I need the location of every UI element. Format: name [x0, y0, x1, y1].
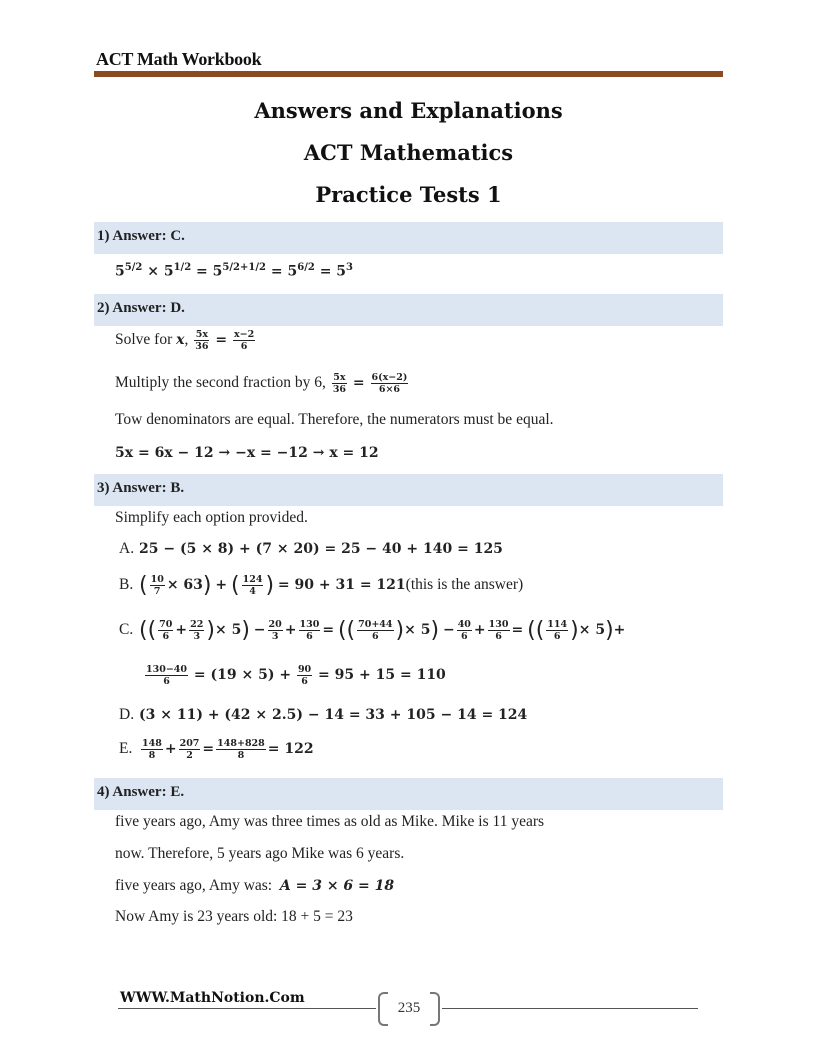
fraction: $\frac{5x}{36}$ [195, 329, 209, 352]
q2-line-3: Tow denominators are equal. Therefore, the numerators must be equal. [115, 411, 554, 428]
q3-option-b: B. ( $\frac{10}{7}$ × 63) + ( $\frac{124}{4}$ ) = 90 + 31 = 121(this is the answer) [119, 573, 524, 598]
question-label: 4) Answer: E. [97, 784, 185, 800]
bracket-left-icon [378, 992, 388, 1026]
fraction: $\frac{6(x-2)}{6\times 6}$ [371, 372, 408, 395]
question-bar-1 [94, 222, 723, 254]
footer-rule-right [442, 1008, 698, 1009]
q2-line-2: Multiply the second fraction by 6, $\frac{5x}{36}$ = $\frac{6(x-2)}{6\times 6}$ [115, 372, 408, 395]
header-rule [94, 71, 723, 77]
question-label: 1) Answer: C. [97, 228, 185, 244]
q3-option-c: C. (( $\frac{70}{6}$ + $\frac{22}{3}$ )× 5) − $\frac{20}{3}$ + $\frac{130}{6}$ = (( $\frac{70+44}{6}$ )× 5) − $\frac{40}{6}$ + $\frac{130}{6}$ = (( $\frac{114}{6}$ )× 5)+ [119, 618, 626, 643]
question-bar-3 [94, 474, 723, 506]
q3-option-e: E. $\frac{148}{8}$ + $\frac{207}{2}$ = $\frac{148+828}{8}$ = 122 [119, 738, 314, 761]
q1-equation: $5^{5/2} \times 5^{1/2} = 5^{5/2+1/2} = 5^{6/2} = 5^3$ [115, 262, 354, 280]
q3-option-c-cont: $\frac{130-40}{6}$ = (19 × 5) + $\frac{90}{6}$ = 95 + 15 = 110 [146, 664, 446, 687]
q3-option-a: A. 25 − (5 × 8) + (7 × 20) = 25 − 40 + 140 = 125 [119, 540, 503, 557]
page-subtitle-2: Practice Tests 1 [315, 182, 502, 207]
q3-intro: Simplify each option provided. [115, 509, 308, 526]
question-bar-4 [94, 778, 723, 810]
q2-line-4: 5x = 6x − 12 → −x = −12 → x = 12 [115, 445, 379, 461]
fraction: $\frac{x-2}{6}$ [233, 329, 255, 352]
question-label: 3) Answer: B. [97, 480, 185, 496]
page-number: 235 [378, 992, 440, 1024]
footer-rule-left [118, 1008, 376, 1009]
running-head: ACT Math Workbook [96, 49, 262, 69]
q4-line-4: Now Amy is 23 years old: 18 + 5 = 23 [115, 908, 353, 925]
question-bar-2 [94, 294, 723, 326]
q2-line-1: Solve for x, $\frac{5x}{36}$ = $\frac{x-2}{6}$ [115, 329, 255, 352]
q4-line-2: now. Therefore, 5 years ago Mike was 6 years. [115, 845, 405, 862]
q4-line-1: five years ago, Amy was three times as old as Mike. Mike is 11 years [115, 813, 545, 830]
page-title: Answers and Explanations [254, 98, 563, 123]
bracket-right-icon [430, 992, 440, 1026]
footer-website: WWW.MathNotion.Com [120, 990, 305, 1006]
question-label: 2) Answer: D. [97, 300, 185, 316]
fraction: $\frac{5x}{36}$ [332, 372, 347, 395]
q3-option-d: D. (3 × 11) + (42 × 2.5) − 14 = 33 + 105 − 14 = 124 [119, 706, 528, 723]
page-subtitle: ACT Mathematics [303, 140, 514, 165]
q4-line-3: five years ago, Amy was: A = 3 × 6 = 18 [115, 877, 395, 894]
